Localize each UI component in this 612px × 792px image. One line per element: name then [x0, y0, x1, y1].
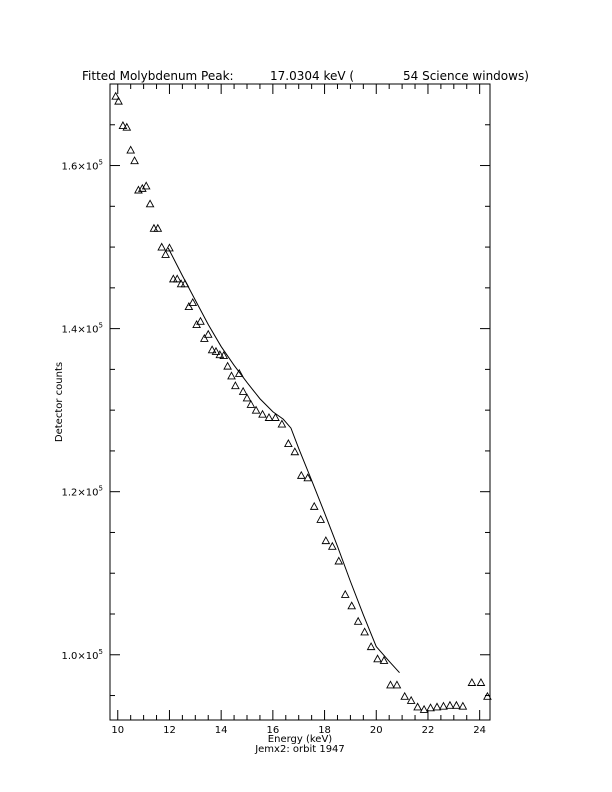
- data-point-triangle: [374, 655, 381, 662]
- fit-line-group: [168, 248, 399, 673]
- y-axis-label: Detector counts: [54, 361, 65, 443]
- x-tick-label: 12: [163, 725, 176, 736]
- y-tick-mantissa: 1.4×10: [61, 324, 99, 336]
- title-part-3: 54 Science windows): [403, 69, 529, 83]
- data-point-triangle: [355, 618, 362, 625]
- data-point-triangle: [201, 335, 208, 342]
- x-tick-label: 18: [318, 725, 331, 736]
- y-tick-exponent: 5: [98, 158, 103, 167]
- data-point-triangle: [414, 703, 421, 710]
- data-point-triangle: [408, 697, 415, 704]
- data-point-triangle: [243, 394, 250, 401]
- chart-title: [82, 69, 529, 83]
- axis-ticks: [110, 84, 490, 720]
- data-point-triangle: [185, 303, 192, 310]
- data-point-triangle: [477, 679, 484, 686]
- footer-orbit: Jemx2: orbit 1947: [255, 744, 345, 755]
- data-point-triangle: [146, 200, 153, 207]
- x-tick-label: 14: [214, 725, 228, 736]
- data-point-triangle: [298, 472, 305, 479]
- x-tick-label: 22: [421, 725, 435, 736]
- x-axis-label: Energy (keV): [267, 734, 333, 745]
- data-point-triangle: [393, 681, 400, 688]
- data-point-triangle: [342, 591, 349, 598]
- data-point-triangle: [285, 440, 292, 447]
- y-tick-exponent: 5: [98, 484, 103, 493]
- data-point-triangle: [311, 503, 318, 510]
- data-point-triangle: [291, 448, 298, 455]
- data-point-triangle: [453, 702, 460, 709]
- axis-tick-labels: [62, 159, 487, 736]
- data-point-triangle: [228, 372, 235, 379]
- data-point-triangle: [446, 702, 453, 709]
- y-tick-label: [62, 485, 103, 499]
- data-points: [112, 93, 491, 713]
- data-point-triangle: [224, 363, 231, 370]
- data-point-triangle: [367, 643, 374, 650]
- data-point-triangle: [420, 706, 427, 713]
- data-point-triangle: [317, 516, 324, 523]
- data-point-triangle: [335, 557, 342, 564]
- data-point-triangle: [322, 537, 329, 544]
- y-tick-mantissa: 1.0×10: [61, 650, 99, 662]
- data-point-triangle: [240, 388, 247, 395]
- title-part-1: Fitted Molybdenum Peak:: [82, 69, 234, 83]
- y-tick-mantissa: 1.6×10: [61, 161, 99, 173]
- data-point-triangle: [361, 628, 368, 635]
- x-tick-label: 24: [473, 725, 487, 736]
- data-point-triangle: [468, 679, 475, 686]
- y-tick-exponent: 5: [98, 321, 103, 330]
- data-point-triangle: [348, 602, 355, 609]
- x-tick-label: 16: [266, 725, 280, 736]
- data-point-triangle: [401, 693, 408, 700]
- y-tick-mantissa: 1.2×10: [61, 487, 99, 499]
- data-point-triangle: [387, 681, 394, 688]
- x-tick-label: 20: [369, 725, 383, 736]
- fit-line: [168, 248, 399, 673]
- x-tick-label: 10: [111, 725, 125, 736]
- data-point-triangle: [247, 401, 254, 408]
- y-tick-label: [62, 648, 103, 662]
- y-tick-label: [62, 322, 103, 336]
- data-point-triangle: [158, 243, 165, 250]
- data-point-triangle: [278, 420, 285, 427]
- data-point-triangle: [232, 382, 239, 389]
- y-tick-exponent: 5: [98, 647, 103, 656]
- title-part-2: 17.0304 keV (: [270, 69, 355, 83]
- data-point-triangle: [127, 146, 134, 153]
- data-point-triangle: [162, 251, 169, 258]
- y-tick-label: [62, 159, 103, 173]
- data-point-triangle: [131, 157, 138, 164]
- data-point-triangle: [205, 331, 212, 338]
- plot-frame: [110, 84, 490, 720]
- data-point-triangle: [259, 411, 266, 418]
